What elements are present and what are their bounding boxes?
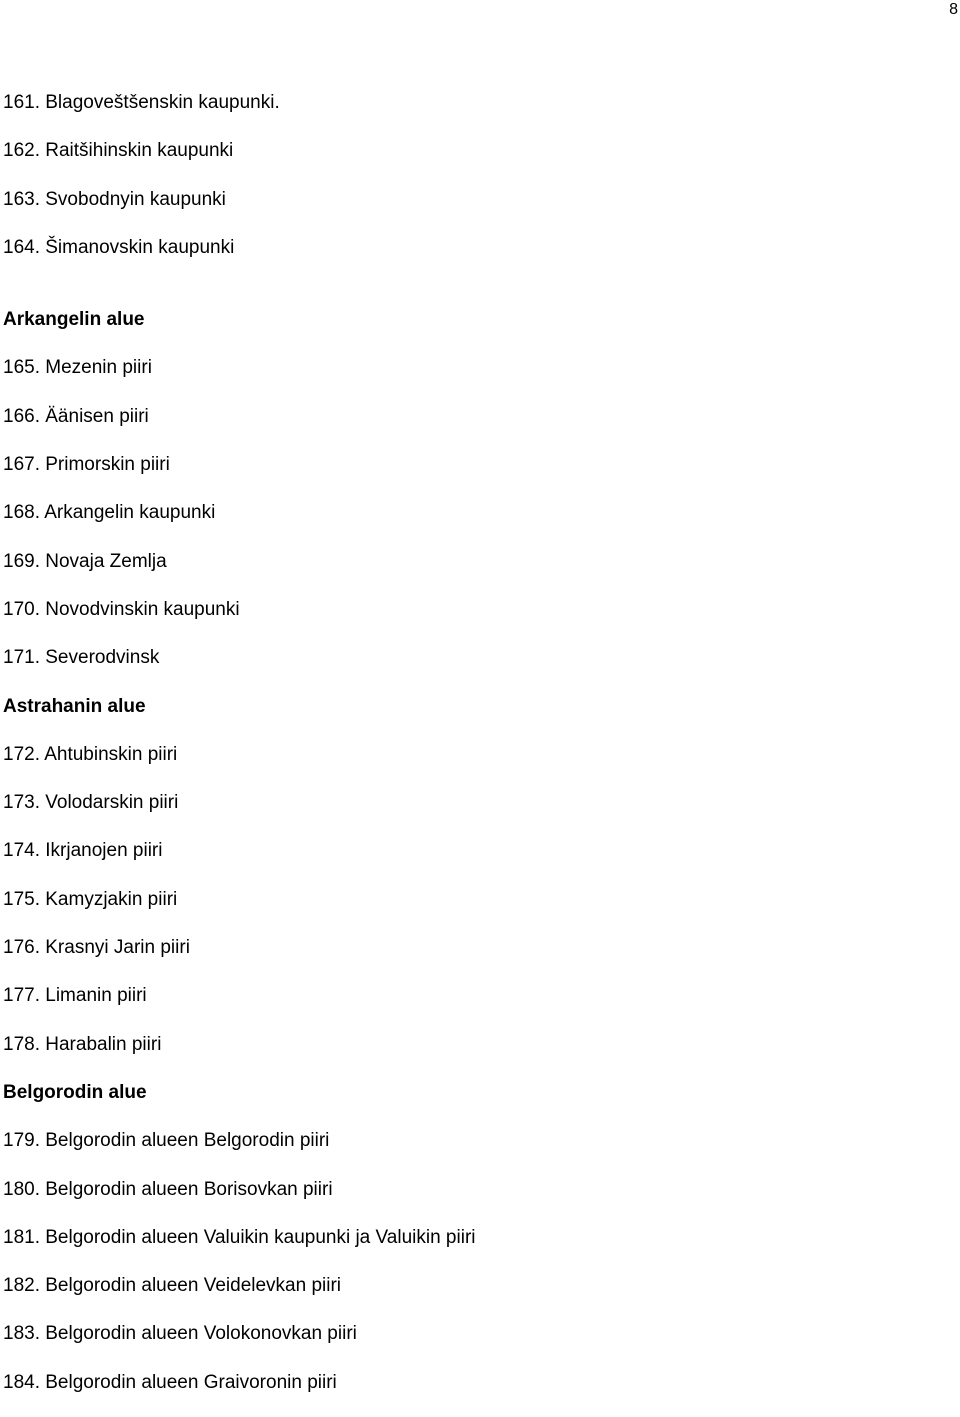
list-item: 161. Blagoveštšenskin kaupunki. xyxy=(3,92,280,113)
page-number: 8 xyxy=(949,1,958,18)
list-item: 175. Kamyzjakin piiri xyxy=(3,888,178,910)
list-item: 170. Novodvinskin kaupunki xyxy=(3,598,240,620)
list-item: 166. Äänisen piiri xyxy=(3,405,149,427)
list-item: 163. Svobodnyin kaupunki xyxy=(3,188,226,210)
list-item: 181. Belgorodin alueen Valuikin kaupunki ja Valuikin piiri xyxy=(3,1226,476,1248)
section-heading: Arkangelin alue xyxy=(3,309,145,331)
list-item: 176. Krasnyi Jarin piiri xyxy=(3,937,190,959)
list-item: 172. Ahtubinskin piiri xyxy=(3,743,178,765)
section-heading: Belgorodin alue xyxy=(3,1081,147,1103)
list-item: 168. Arkangelin kaupunki xyxy=(3,502,216,524)
list-item: 162. Raitšihinskin kaupunki xyxy=(3,140,234,162)
list-item: 177. Limanin piiri xyxy=(3,985,147,1007)
list-item: 173. Volodarskin piiri xyxy=(3,792,179,814)
list-item: 174. Ikrjanojen piiri xyxy=(3,840,163,862)
list-item: 164. Šimanovskin kaupunki xyxy=(3,236,235,258)
list-item: 182. Belgorodin alueen Veidelevkan piiri xyxy=(3,1275,342,1297)
list-item: 165. Mezenin piiri xyxy=(3,357,152,379)
list-item: 183. Belgorodin alueen Volokonovkan piiri xyxy=(3,1323,357,1345)
list-item: 184. Belgorodin alueen Graivoronin piiri xyxy=(3,1371,337,1393)
list-item: 179. Belgorodin alueen Belgorodin piiri xyxy=(3,1130,330,1152)
section-heading: Astrahanin alue xyxy=(3,695,146,717)
list-item: 180. Belgorodin alueen Borisovkan piiri xyxy=(3,1178,333,1200)
list-item: 171. Severodvinsk xyxy=(3,647,160,669)
document-body xyxy=(3,89,960,1417)
list-item: 178. Harabalin piiri xyxy=(3,1033,162,1055)
list-item: 167. Primorskin piiri xyxy=(3,454,170,476)
list-item: 169. Novaja Zemlja xyxy=(3,550,167,572)
